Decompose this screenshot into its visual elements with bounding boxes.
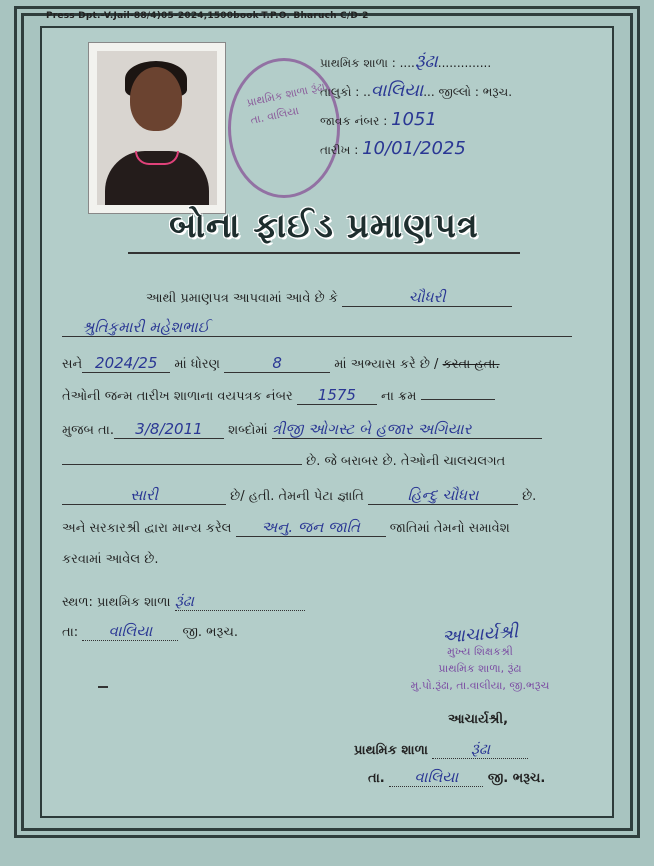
- principal-signature: આચાર્યશ્રી: [441, 621, 519, 648]
- place-district: જી. ભરૂચ.: [182, 625, 238, 640]
- principal-taluka-line: [368, 768, 545, 787]
- place-value: રૂંઢા: [175, 592, 305, 611]
- certificate-title: બોના ફાઈડ પ્રમાણપત્ર: [169, 206, 479, 246]
- principal-title: આચાર્યશ્રી,: [448, 712, 509, 727]
- outward-label: જાવક નંબર :: [320, 114, 388, 128]
- register-no-field: 1575: [297, 386, 377, 405]
- outward-value: 1051: [391, 109, 437, 130]
- header-details: પ્રાથમિક શાળા : ....રૂંઢા.............. તાલુકો : ..વાલિયા... જીલ્લો : ભરૂચ. જાવક નંબર : 1051 તારીખ : 10/01/2025: [320, 51, 513, 159]
- date-label: તારીખ :: [320, 143, 359, 157]
- sub-caste-field: હિન્દુ ચૌધરા: [368, 486, 518, 505]
- dob-field: 3/8/2011: [114, 420, 224, 439]
- body-line-5: [62, 420, 602, 439]
- stamp-line-1: મુખ્ય શિક્ષકશ્રી: [447, 645, 513, 658]
- study-label: માં અભ્યાસ કરે છે /: [334, 357, 439, 372]
- birth-line: તેઓની જન્મ તારીખ શાળાના વયપત્રક નંબર: [62, 389, 293, 404]
- study-struck: કરતા હતા.: [442, 357, 500, 372]
- std-label: માં ધોરણ: [174, 357, 220, 372]
- kram-label: ના ક્રમ: [381, 389, 417, 404]
- ok-text: છે. જે બરાબર છે. તેઓની ચાલચલગત: [306, 454, 506, 469]
- place-label: સ્થળ: પ્રાથમિક શાળા: [62, 595, 171, 610]
- caste-label: છે/ હતી. તેમની પેટા જ્ઞાતિ: [230, 489, 364, 504]
- taluka-label: તાલુકો :: [320, 85, 360, 99]
- body-line-1: [62, 288, 654, 307]
- std-field: 8: [224, 354, 330, 373]
- include-text: જાતિમાં તેમનો સમાવેશ: [389, 521, 510, 536]
- full-name-field: શ્રુતિકુમારી મહેશભાઈ: [62, 318, 572, 337]
- date-value: 10/01/2025: [362, 138, 466, 159]
- body-line-2: [62, 318, 602, 337]
- body-line-6: [62, 454, 602, 469]
- principal-school-value: રૂંઢા: [432, 740, 528, 759]
- taluka-value: વાલિયા: [370, 80, 424, 101]
- district-label: જીલ્લો : ભરૂચ.: [438, 85, 513, 99]
- words-label: શબ્દોમાં: [228, 423, 268, 438]
- year-prefix: સને: [62, 357, 83, 372]
- stamp-line-3: મુ.પો.રૂંઢા, તા.વાલીયા, જી.ભરૂચ: [410, 679, 550, 692]
- body-line-3: [62, 354, 602, 373]
- category-field: અનુ. જન જાતિ: [236, 518, 386, 537]
- mujab-label: મુજબ તા.: [62, 423, 114, 438]
- kram-field: [421, 399, 495, 400]
- body-line-4: [62, 386, 602, 405]
- school-value: રૂંઢા: [414, 51, 438, 72]
- title-underline: [128, 252, 520, 254]
- principal-ta-label: તા.: [368, 771, 385, 786]
- dob-words-continued: [62, 464, 302, 465]
- place-line: [62, 592, 602, 611]
- che-text: છે.: [522, 489, 537, 504]
- place-ta-label: તા:: [62, 625, 79, 640]
- principal-school-line: [354, 740, 528, 759]
- body-line-8: [62, 518, 602, 537]
- dob-words-field: ત્રીજી ઓગસ્ટ બે હજાર અગિયાર: [272, 420, 542, 439]
- place-ta-value: વાલિયા: [82, 622, 178, 641]
- principal-stamp: [380, 621, 580, 694]
- principal-district: જી. ભરૂચ.: [487, 771, 546, 786]
- body-line-7: [62, 486, 602, 505]
- press-line: Press Dpt.-V.Jail-88/4)05-2024,1500book-T.P.O. Bharuch C/D-2: [46, 11, 369, 21]
- school-stamp-text: પ્રાથમિક શાળા રૂંઢા તા. વાલિયા: [245, 80, 327, 127]
- principal-ta-value: વાલિયા: [389, 768, 483, 787]
- conduct-field: સારી: [62, 486, 226, 505]
- school-label: પ્રાથમિક શાળા :: [320, 56, 396, 70]
- principal-school-label: પ્રાથમિક શાળા: [354, 743, 428, 758]
- stamp-line-2: પ્રાથમિક શાળા, રૂંઢા: [438, 662, 522, 675]
- dash-mark: [98, 686, 108, 688]
- final-text: કરવામાં આવેલ છે.: [62, 552, 159, 567]
- student-photo: [88, 42, 226, 214]
- year-field: 2024/25: [82, 354, 170, 373]
- body-line-9: [62, 552, 602, 567]
- surname-field: ચૌધરી: [342, 288, 512, 307]
- govt-text: અને સરકારશ્રી દ્વારા માન્ય કરેલ: [62, 521, 232, 536]
- body-line1-prefix: આથી પ્રમાણપત્ર આપવામાં આવે છે કે: [146, 291, 338, 306]
